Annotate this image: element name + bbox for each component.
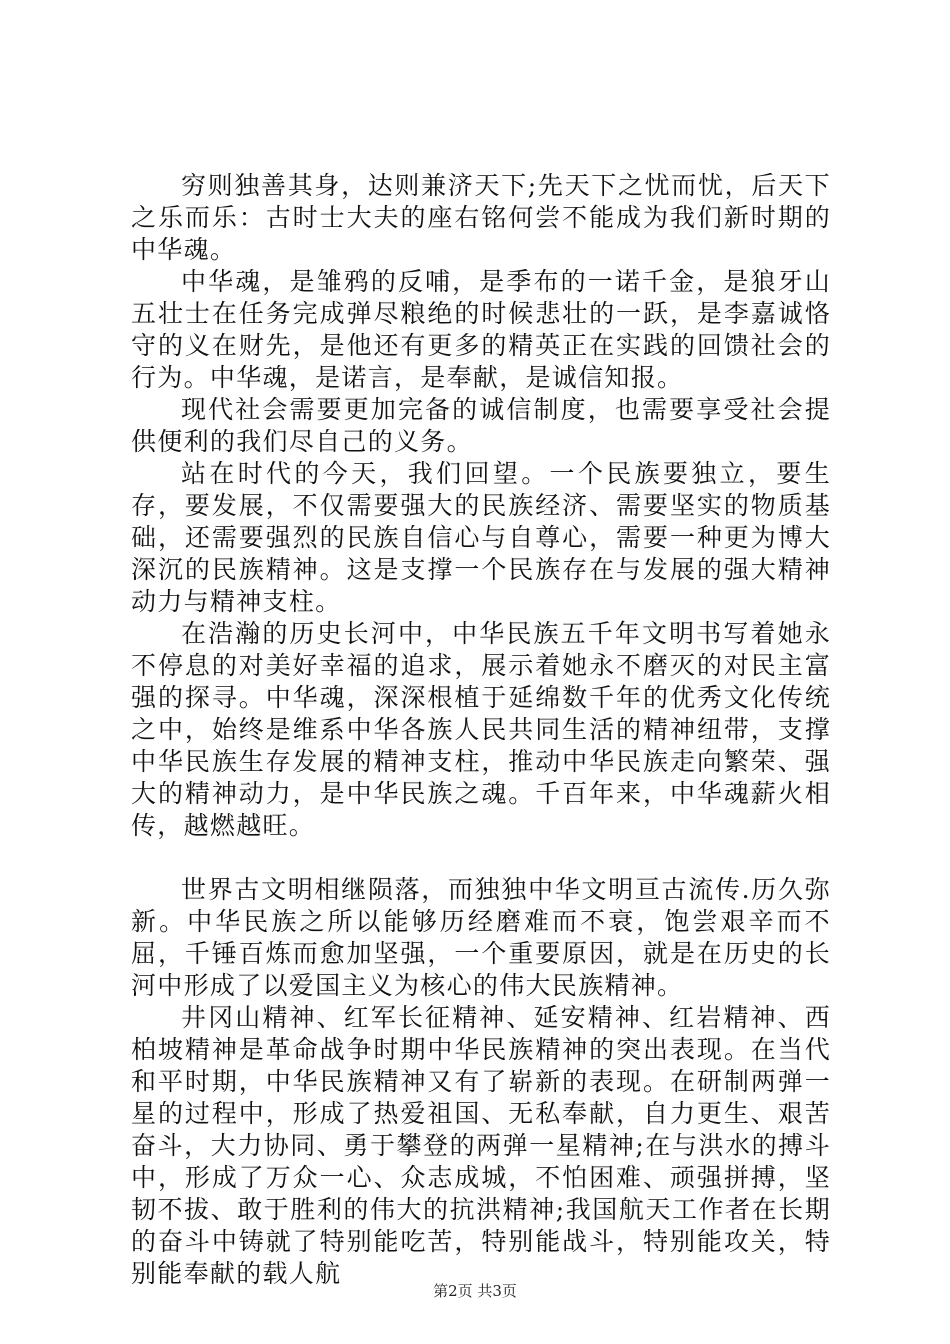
paragraph-6: 世界古文明相继陨落，而独独中华文明亘古流传.历久弥新。中华民族之所以能够历经磨难而不衰，饱尝艰辛而不屈，千锤百炼而愈加坚强，一个重要原因，就是在历史的长河中形成了以爱国主义为核心的伟大民族精神。 bbox=[131, 875, 831, 1000]
paragraph-7: 井冈山精神、红军长征精神、延安精神、红岩精神、西柏坡精神是革命战争时期中华民族精神的突出表现。在当代和平时期，中华民族精神又有了崭新的表现。在研制两弹一星的过程中，形成了热爱祖国、无私奉献，自力更生、艰苦奋斗，大力协同、勇于攀登的两弹一星精神;在与洪水的搏斗中，形成了万众一心、众志成城，不怕困难、顽强拼搏，坚韧不拔、敢于胜利的伟大的抗洪精神;我国航天工作者在长期的奋斗中铸就了特别能吃苦，特别能战斗，特别能攻关，特别能奉献的载人航 bbox=[131, 1003, 831, 1288]
paragraph-1: 穷则独善其身，达则兼济天下;先天下之忧而忧，后天下之乐而乐：古时士大夫的座右铭何尝不能成为我们新时期的中华魂。 bbox=[131, 171, 831, 264]
paragraph-3: 现代社会需要更加完备的诚信制度，也需要享受社会提供便利的我们尽自己的义务。 bbox=[131, 395, 831, 456]
paragraph-2: 中华魂，是雏鸦的反哺，是季布的一诺千金，是狼牙山五壮士在任务完成弹尽粮绝的时候悲壮的一跃，是李嘉诚恪守的义在财先，是他还有更多的精英正在实践的回馈社会的行为。中华魂，是诺言，是奉献，是诚信知报。 bbox=[131, 267, 831, 392]
page-number-footer: 第2页 共3页 bbox=[433, 1282, 517, 1300]
paragraph-4: 站在时代的今天，我们回望。一个民族要独立，要生存，要发展，不仅需要强大的民族经济、需要坚实的物质基础，还需要强烈的民族自信心与自尊心，需要一种更为博大深沉的民族精神。这是支撑一个民族存在与发展的强大精神动力与精神支柱。 bbox=[131, 459, 831, 616]
document-body bbox=[131, 170, 831, 1290]
paragraph-5: 在浩瀚的历史长河中，中华民族五千年文明书写着她永不停息的对美好幸福的追求，展示着她永不磨灭的对民主富强的探寻。中华魂，深深根植于延绵数千年的优秀文化传统之中，始终是维系中华各族人民共同生活的精神纽带，支撑中华民族生存发展的精神支柱，推动中华民族走向繁荣、强大的精神动力，是中华民族之魂。千百年来，中华魂薪火相传，越燃越旺。 bbox=[131, 619, 831, 840]
